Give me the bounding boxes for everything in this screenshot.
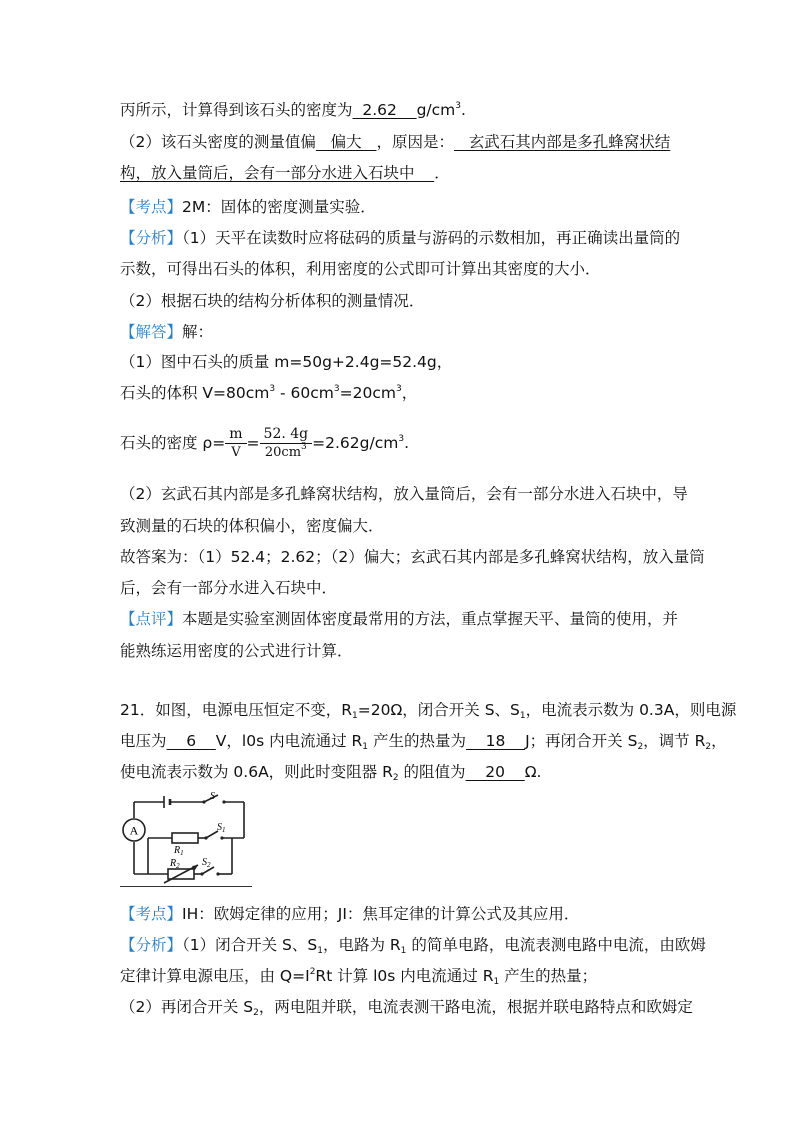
- svg-text:S2: $S_2$: [202, 857, 211, 869]
- fraction-m-over-v: $\frac{m}{V}$: [225, 426, 246, 461]
- jieda-1: 【解答】解：: [120, 323, 214, 341]
- answer-voltage: 6: [166, 732, 216, 750]
- dianping-1: 【点评】本题是实验室测固体密度最常用的方法，重点掌握天平、量筒的使用，并: [120, 610, 679, 628]
- text-line-7: （2）根据石块的结构分析体积的测量情况．: [120, 292, 425, 310]
- kaodian-2: 【考点】IH：欧姆定律的应用；JI：焦耳定律的计算公式及其应用．: [120, 905, 580, 923]
- tag-jieda: 【解答】: [120, 323, 183, 341]
- text-line-12: （2）玄武石其内部是多孔蜂窝状结构，放入量筒后，会有一部分水进入石块中，导: [120, 485, 688, 503]
- tag-kaodian: 【考点】: [120, 198, 183, 216]
- svg-text:R1: $R_1$: [174, 845, 184, 857]
- fenxi-1: 【分析】（1）天平在读数时应将砝码的质量与游码的示数相加，再正确读出量筒的: [120, 229, 681, 247]
- svg-text:S: S: [210, 791, 215, 802]
- tag-dianping: 【点评】: [120, 610, 183, 628]
- figure-divider: [120, 886, 252, 887]
- svg-text:R2: $R_2$: [170, 858, 180, 870]
- text-line-23: 定律计算电源电压，由 $Q=I^2Rt$ 计算 l0s 内电流通过 $R_1$ 产生的热量；: [120, 967, 598, 987]
- text-line-6: 示数，可得出石头的体积，利用密度的公式即可计算出其密度的大小．: [120, 260, 601, 278]
- circuit-diagram: [120, 790, 255, 885]
- text-line-24: （2）再闭合开关 $S_2$，两电阻并联，电流表测干路电流，根据并联电路特点和欧姆定: [120, 998, 693, 1018]
- question-21-line-3: 使电流表示数为 0.6A，则此时变阻器 $R_2$ 的阻值为 20 Ω.: [120, 763, 542, 783]
- tag-kaodian-2: 【考点】: [120, 905, 183, 923]
- answer-heat: 18: [465, 732, 526, 750]
- fenxi-2: 【分析】（1）闭合开关 S、$S_1$，电路为 $R_1$ 的简单电路，电流表测电路中电流，由欧姆: [120, 936, 706, 956]
- fraction-value: $\frac{52. 4g}{20cm^3}$: [260, 426, 313, 461]
- text-line-9: （1）图中石头的质量 m=50g+2.4g=52.4g，: [120, 353, 453, 371]
- answer-bias: 偏大: [315, 133, 377, 151]
- question-21-line-1: 21．如图，电源电压恒定不变，$R_1=20\Omega$，闭合开关 S、$S_1$，电流表示数为 0.3A，则电源: [120, 701, 737, 721]
- kaodian-1: 【考点】2M：固体的密度测量实验．: [120, 198, 376, 216]
- tag-fenxi-2: 【分析】: [120, 936, 183, 954]
- tag-fenxi: 【分析】: [120, 229, 183, 247]
- density-formula: 石头的密度 ρ= $\frac{m}{V}$ = $\frac{52. 4g}{20cm^3}$ $=2.62g/cm^3$.: [120, 426, 409, 460]
- answer-reason: 玄武石其内部是多孔蜂窝状结: [453, 133, 671, 151]
- text-line-3: 构，放入量筒后，会有一部分水进入石块中 ．: [120, 164, 450, 182]
- answer-density: 2.62: [352, 101, 417, 119]
- resistor-r1: [172, 833, 198, 843]
- text-line-1: 丙所示，计算得到该石头的密度为 2.62 $g/cm^3$.: [120, 101, 466, 119]
- answer-resistance: 20: [465, 763, 525, 781]
- text-line-15: 后，会有一部分水进入石块中．: [120, 579, 338, 597]
- text-line-10: 石头的体积 $V=80cm^3 - 60cm^3=20cm^3$，: [120, 384, 418, 402]
- text-line-2: （2）该石头密度的测量值偏 偏大 ，原因是： 玄武石其内部是多孔蜂窝状结: [120, 133, 671, 151]
- question-21-line-2: 电压为 6 V，l0s 内电流通过 $R_1$ 产生的热量为 18 J；再闭合开关 $S_2$，调节 $R_2$，: [120, 732, 727, 752]
- answer-reason-cont: 构，放入量筒后，会有一部分水进入石块中: [120, 164, 435, 182]
- svg-text:A: A: [129, 823, 139, 838]
- text-line-17: 能熟练运用密度的公式进行计算．: [120, 642, 353, 660]
- answer-summary: 故答案为：（1）52.4；2.62；（2）偏大；玄武石其内部是多孔蜂窝状结构，放入量筒: [120, 548, 705, 566]
- svg-text:S1: $S_1$: [217, 822, 226, 834]
- text-line-13: 致测量的石块的体积偏小，密度偏大．: [120, 517, 384, 535]
